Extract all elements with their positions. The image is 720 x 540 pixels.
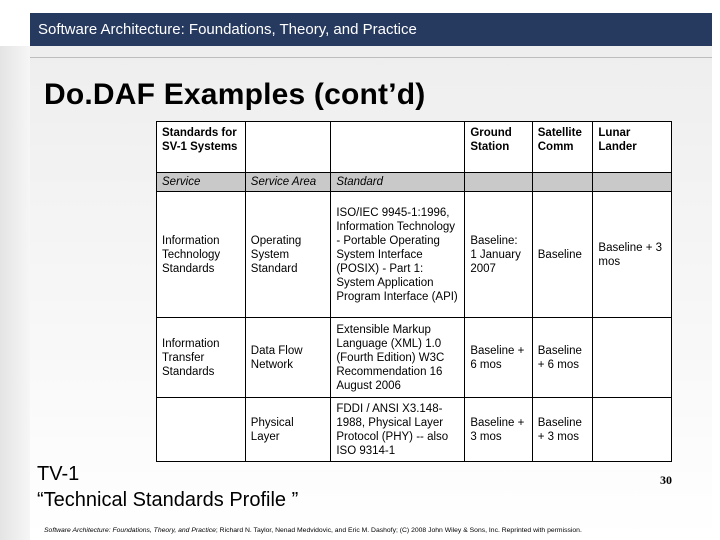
table-row (157, 192, 672, 318)
table-cell: FDDI / ANSI X3.148-1988, Physical Layer Protocol (PHY) -- also ISO 9314-1 (331, 398, 465, 462)
table-header-row (157, 122, 672, 173)
table-cell: Baseline (532, 192, 593, 318)
table-subheader-cell (532, 173, 593, 192)
caption-line: TV-1 (37, 463, 80, 485)
table-cell: Baseline + 6 mos (532, 318, 593, 398)
header-title: Software Architecture: Foundations, Theory, and Practice (38, 21, 417, 38)
content-divider (30, 57, 712, 58)
table-header-cell: Ground Station (465, 122, 532, 173)
table-cell: Baseline + 3 mos (532, 398, 593, 462)
table-cell: Baseline: 1 January 2007 (465, 192, 532, 318)
table-cell: Operating System Standard (245, 192, 331, 318)
table-cell: Baseline + 3 mos (465, 398, 532, 462)
table-header-cell: Standards for SV-1 Systems (157, 122, 246, 173)
caption-line: “Technical Standards Profile ” (37, 489, 299, 511)
footer-source: Software Architecture: Foundations, Theory, and Practice (44, 527, 216, 534)
table-header-cell (245, 122, 331, 173)
table-subheader-cell (465, 173, 532, 192)
table-header-cell: Satellite Comm (532, 122, 593, 173)
table-cell: Physical Layer (245, 398, 331, 462)
table-cell: Information Technology Standards (157, 192, 246, 318)
page-number: 30 (660, 473, 672, 487)
table-subheader-cell: Standard (331, 173, 465, 192)
table-subheader-row (157, 173, 672, 192)
table-cell: Data Flow Network (245, 318, 331, 398)
table-subheader-cell: Service (157, 173, 246, 192)
table-subheader-cell (593, 173, 672, 192)
left-rail (0, 46, 30, 540)
figure-caption (37, 461, 298, 513)
table-row (157, 318, 672, 398)
table-cell: ISO/IEC 9945-1:1996, Information Technology - Portable Operating System Interface (POSIX) - Part 1: System Application Program Interface (API) (331, 192, 465, 318)
footer-citation (44, 527, 714, 534)
table-subheader-cell: Service Area (245, 173, 331, 192)
right-margin (712, 0, 720, 540)
table-header-cell (331, 122, 465, 173)
table-cell (593, 398, 672, 462)
table-header-cell: Lunar Lander (593, 122, 672, 173)
table-cell: Information Transfer Standards (157, 318, 246, 398)
table-cell: Extensible Markup Language (XML) 1.0 (Fourth Edition) W3C Recommendation 16 August 2006 (331, 318, 465, 398)
slide-title: Do.DAF Examples (cont’d) (44, 78, 426, 111)
technical-standards-table (156, 121, 672, 462)
table-cell (593, 318, 672, 398)
footer-credit: ; Richard N. Taylor, Nenad Medvidovic, and Eric M. Dashofy; (C) 2008 John Wiley & Sons, Inc. Reprinted with permission. (215, 527, 582, 534)
table-row (157, 398, 672, 462)
table-cell: Baseline + 3 mos (593, 192, 672, 318)
header-bar (30, 13, 712, 46)
table-cell (157, 398, 246, 462)
table-cell: Baseline + 6 mos (465, 318, 532, 398)
